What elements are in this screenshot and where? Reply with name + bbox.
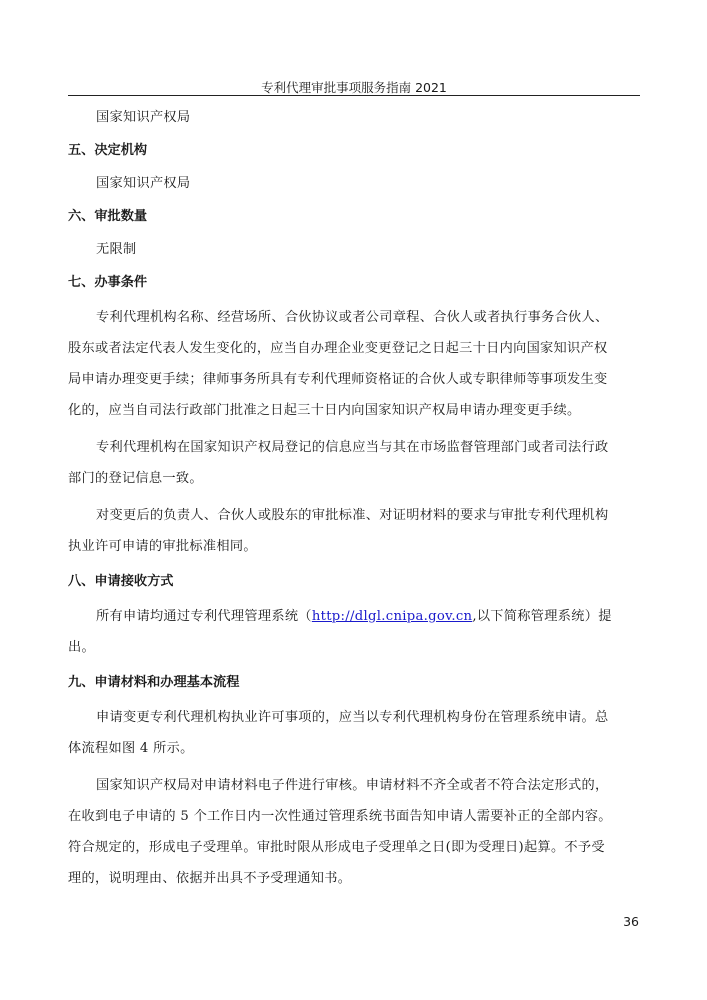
paragraph-line: 股东或者法定代表人发生变化的，应当自办理企业变更登记之日起三十日内向国家知识产权 bbox=[68, 341, 608, 356]
section8-text-before: 所有申请均通过专利代理管理系统（ bbox=[96, 609, 312, 624]
system-url-link[interactable]: http://dlgl.cnipa.gov.cn bbox=[311, 609, 473, 624]
section7-paragraph-1 bbox=[68, 302, 640, 426]
paragraph-line: 化的，应当自司法行政部门批准之日起三十日内向国家知识产权局申请办理变更手续。 bbox=[68, 403, 581, 418]
running-header: 专利代理审批事项服务指南 2021 bbox=[261, 80, 447, 95]
section6-heading: 六、审批数量 bbox=[68, 209, 148, 224]
paragraph-line: 出。 bbox=[68, 640, 95, 655]
section7-paragraph-3 bbox=[68, 500, 640, 562]
section5-heading: 五、决定机构 bbox=[68, 143, 148, 158]
section8-text-after: ,以下简称管理系统）提 bbox=[472, 609, 612, 624]
section6-text: 无限制 bbox=[96, 242, 137, 257]
paragraph-line: 国家知识产权局对申请材料电子件进行审核。申请材料不齐全或者不符合法定形式的， bbox=[96, 778, 609, 793]
paragraph-line: 体流程如图 4 所示。 bbox=[68, 741, 194, 756]
section8-heading: 八、申请接收方式 bbox=[68, 574, 174, 589]
header-divider bbox=[68, 95, 640, 96]
section5-text: 国家知识产权局 bbox=[96, 176, 191, 191]
paragraph-line: 符合规定的，形成电子受理单。审批时限从形成电子受理单之日(即为受理日)起算。不予受 bbox=[68, 840, 605, 855]
paragraph-line: 局申请办理变更手续；律师事务所具有专利代理师资格证的合伙人或专职律师等事项发生变 bbox=[68, 372, 608, 387]
paragraph-line: 在收到电子申请的 5 个工作日内一次性通过管理系统书面告知申请人需要补正的全部内容。 bbox=[68, 809, 612, 824]
page-number: 36 bbox=[623, 914, 639, 929]
paragraph-line bbox=[68, 601, 640, 632]
section7-heading: 七、办事条件 bbox=[68, 275, 148, 290]
page-body bbox=[68, 104, 640, 900]
paragraph-line: 对变更后的负责人、合伙人或股东的审批标准、对证明材料的要求与审批专利代理机构 bbox=[96, 508, 609, 523]
section8-paragraph bbox=[68, 601, 640, 663]
paragraph-line: 专利代理机构在国家知识产权局登记的信息应当与其在市场监督管理部门或者司法行政 bbox=[96, 440, 609, 455]
section9-paragraph-1 bbox=[68, 702, 640, 764]
section4-tail-text: 国家知识产权局 bbox=[96, 110, 191, 125]
paragraph-line: 申请变更专利代理机构执业许可事项的，应当以专利代理机构身份在管理系统申请。总 bbox=[96, 710, 609, 725]
paragraph-line: 执业许可申请的审批标准相同。 bbox=[68, 539, 257, 554]
section9-paragraph-2 bbox=[68, 770, 640, 894]
section9-heading: 九、申请材料和办理基本流程 bbox=[68, 675, 240, 690]
section7-paragraph-2 bbox=[68, 432, 640, 494]
paragraph-line: 理的，说明理由、依据并出具不予受理通知书。 bbox=[68, 871, 352, 886]
paragraph-line: 部门的登记信息一致。 bbox=[68, 471, 203, 486]
paragraph-line: 专利代理机构名称、经营场所、合伙协议或者公司章程、合伙人或者执行事务合伙人、 bbox=[96, 310, 609, 325]
